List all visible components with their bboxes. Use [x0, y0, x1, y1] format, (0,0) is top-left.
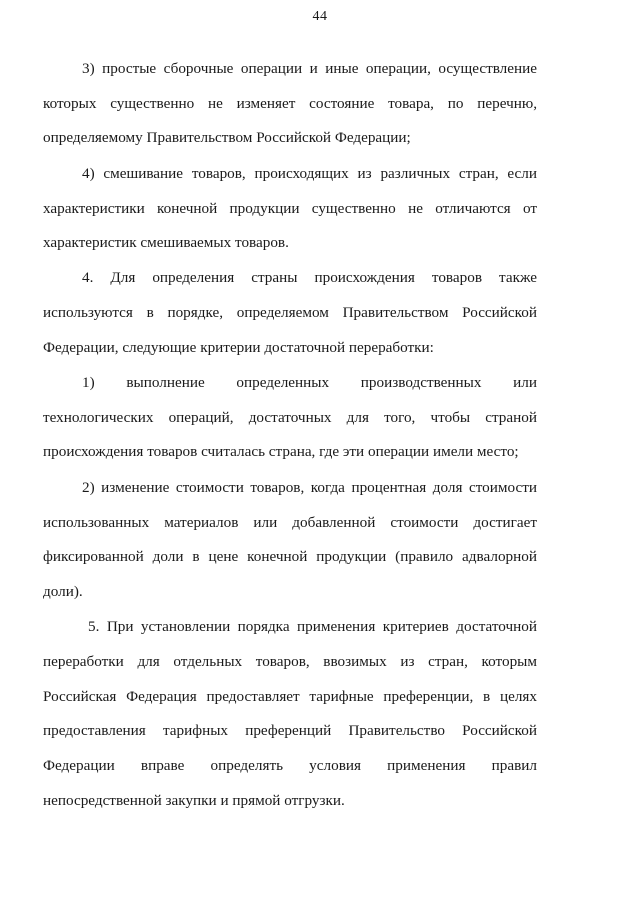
text-line: использованных материалов или добавленной стоимости достигает	[43, 514, 537, 531]
text-line: технологических операций, достаточных для того, чтобы страной	[43, 409, 537, 426]
text-line: характеристики конечной продукции существенно не отличаются от	[43, 200, 537, 217]
text-line: фиксированной доли в цене конечной продукции (правило адвалорной	[43, 548, 537, 565]
text-line: непосредственной закупки и прямой отгрузки.	[43, 792, 345, 809]
text-line: которых существенно не изменяет состояние товара, по перечню,	[43, 95, 537, 112]
text-line: характеристик смешиваемых товаров.	[43, 234, 289, 251]
text-line: 4) смешивание товаров, происходящих из различных стран, если	[82, 165, 537, 182]
text-line: переработки для отдельных товаров, ввозимых из стран, которым	[43, 653, 537, 670]
text-line: происхождения товаров считалась страна, где эти операции имели место;	[43, 443, 519, 460]
text-line: Федерации, следующие критерии достаточной переработки:	[43, 339, 434, 356]
text-line: 2) изменение стоимости товаров, когда процентная доля стоимости	[82, 479, 537, 496]
text-line: Российская Федерация предоставляет тарифные преференции, в целях	[43, 688, 537, 705]
text-line: 1) выполнение определенных производственных или	[82, 374, 537, 391]
page-number: 44	[312, 9, 328, 24]
text-line: 4. Для определения страны происхождения товаров также	[82, 269, 537, 286]
text-line: определяемому Правительством Российской Федерации;	[43, 129, 411, 146]
text-line: 5. При установлении порядка применения критериев достаточной	[88, 618, 537, 635]
text-line: используются в порядке, определяемом Правительством Российской	[43, 304, 537, 321]
text-line: 3) простые сборочные операции и иные операции, осуществление	[82, 60, 537, 77]
text-line: доли).	[43, 583, 83, 600]
text-line: Федерации вправе определять условия применения правил	[43, 757, 537, 774]
text-line: предоставления тарифных преференций Правительство Российской	[43, 722, 537, 739]
